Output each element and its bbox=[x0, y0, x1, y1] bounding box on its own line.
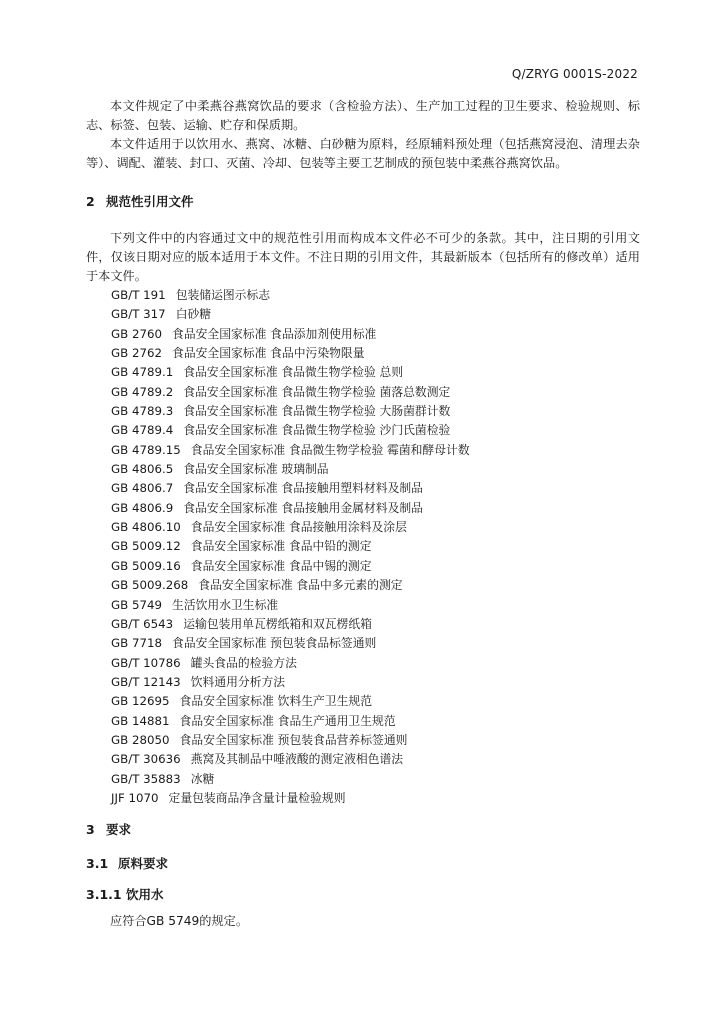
reference-title: 食品安全国家标准 食品微生物学检验 沙门氏菌检验 bbox=[183, 423, 451, 438]
section-2-number: 2 bbox=[86, 194, 95, 209]
reference-code: GB 12695 bbox=[111, 694, 170, 709]
reference-item bbox=[111, 441, 470, 460]
reference-code: GB/T 6543 bbox=[111, 616, 174, 631]
reference-title: 食品安全国家标准 食品微生物学检验 霉菌和酵母计数 bbox=[190, 442, 470, 457]
reference-title: 食品安全国家标准 食品接触用塑料材料及制品 bbox=[183, 481, 423, 496]
scope-paragraph-1: 本文件规定了中柔燕谷燕窝饮品的要求（含检验方法）、生产加工过程的卫生要求、检验规则、标志、标签、包装、运输、贮存和保质期。 bbox=[86, 99, 640, 132]
reference-item bbox=[111, 402, 470, 421]
section-3-heading bbox=[86, 820, 131, 838]
reference-code: GB/T 191 bbox=[111, 288, 166, 302]
reference-title: 白砂糖 bbox=[175, 307, 212, 322]
reference-title: 食品安全国家标准 预包装食品营养标签通则 bbox=[179, 732, 408, 747]
reference-title: 食品安全国家标准 玻璃制品 bbox=[183, 462, 329, 477]
reference-item bbox=[111, 789, 470, 808]
reference-code: GB 4789.3 bbox=[111, 404, 174, 419]
reference-title: 食品安全国家标准 食品生产通用卫生规范 bbox=[179, 713, 396, 728]
reference-code: GB 2762 bbox=[111, 346, 163, 361]
reference-title: 运输包装用单瓦楞纸箱和双瓦楞纸箱 bbox=[183, 616, 372, 631]
reference-item bbox=[111, 615, 470, 634]
reference-code: GB/T 35883 bbox=[111, 771, 181, 786]
reference-code: GB 7718 bbox=[111, 636, 163, 651]
reference-item bbox=[111, 576, 470, 595]
reference-code: GB/T 30636 bbox=[111, 752, 181, 767]
section-2-heading bbox=[86, 192, 194, 210]
reference-item bbox=[111, 557, 470, 576]
reference-title: 食品安全国家标准 食品中多元素的测定 bbox=[198, 578, 403, 593]
reference-code: GB/T 10786 bbox=[111, 655, 181, 670]
reference-item bbox=[111, 421, 470, 440]
reference-code: GB 14881 bbox=[111, 713, 170, 728]
reference-title: 罐头食品的检验方法 bbox=[190, 655, 297, 670]
reference-code: GB 4789.2 bbox=[111, 384, 174, 399]
reference-title: 食品安全国家标准 食品中污染物限量 bbox=[172, 346, 365, 361]
reference-item bbox=[111, 363, 470, 382]
reference-code: GB 4806.7 bbox=[111, 481, 174, 496]
reference-item bbox=[111, 596, 470, 615]
reference-item bbox=[111, 731, 470, 750]
reference-item bbox=[111, 305, 470, 324]
reference-item bbox=[111, 654, 470, 673]
reference-title: 冰糖 bbox=[190, 771, 215, 786]
reference-title: 食品安全国家标准 饮料生产卫生规范 bbox=[179, 694, 373, 709]
reference-code: GB 5009.12 bbox=[111, 539, 181, 554]
reference-item bbox=[111, 634, 470, 653]
reference-item bbox=[111, 383, 470, 402]
reference-item bbox=[111, 692, 470, 711]
section-3-1-title: 原料要求 bbox=[118, 856, 169, 871]
reference-item bbox=[111, 712, 470, 731]
reference-item bbox=[111, 344, 470, 363]
reference-title: 食品安全国家标准 食品接触用金属材料及制品 bbox=[183, 500, 423, 515]
section-2-title: 规范性引用文件 bbox=[106, 194, 194, 209]
drinking-water-requirement: 应符合GB 5749的规定。 bbox=[110, 914, 249, 928]
reference-title: 食品安全国家标准 食品中铅的测定 bbox=[190, 539, 372, 554]
reference-code: GB 4806.9 bbox=[111, 500, 174, 515]
references-intro: 下列文件中的内容通过文中的规范性引用而构成本文件必不可少的条款。其中，注日期的引用文件，仅该日期对应的版本适用于本文件。不注日期的引用文件，其最新版本（包括所有的修改单）适用于本文件。 bbox=[86, 231, 640, 283]
reference-code: GB 5749 bbox=[111, 597, 163, 612]
reference-item bbox=[111, 537, 470, 556]
section-3-title: 要求 bbox=[106, 822, 132, 837]
section-3-1-1-heading bbox=[86, 885, 164, 903]
reference-code: GB 4789.4 bbox=[111, 423, 174, 438]
reference-title: 食品安全国家标准 食品添加剂使用标准 bbox=[172, 326, 377, 341]
document-id-header: Q/ZRYG 0001S-2022 bbox=[511, 67, 638, 81]
normative-references-list bbox=[111, 286, 470, 808]
reference-title: 食品安全国家标准 食品微生物学检验 总则 bbox=[183, 365, 404, 380]
scope-paragraph-2: 本文件适用于以饮用水、燕窝、冰糖、白砂糖为原料，经原辅料预处理（包括燕窝浸泡、清理去杂等）、调配、灌装、封口、灭菌、冷却、包装等主要工艺制成的预包装中柔燕谷燕窝饮品。 bbox=[86, 137, 640, 170]
reference-title: 食品安全国家标准 食品中锡的测定 bbox=[190, 558, 372, 573]
reference-item bbox=[111, 499, 470, 518]
section-3-1-1-number: 3.1.1 bbox=[86, 887, 122, 902]
reference-title: 饮料通用分析方法 bbox=[190, 674, 286, 689]
reference-code: JJF 1070 bbox=[111, 790, 159, 805]
reference-title: 生活饮用水卫生标准 bbox=[172, 597, 279, 612]
reference-code: GB/T 317 bbox=[111, 307, 166, 322]
section-3-1-1-title: 饮用水 bbox=[126, 887, 164, 902]
reference-title: 食品安全国家标准 食品微生物学检验 大肠菌群计数 bbox=[183, 404, 451, 419]
reference-code: GB 4806.5 bbox=[111, 462, 174, 477]
reference-title: 食品安全国家标准 预包装食品标签通则 bbox=[172, 636, 377, 651]
reference-item bbox=[111, 673, 470, 692]
reference-item bbox=[111, 479, 470, 498]
reference-title: 定量包装商品净含量计量检验规则 bbox=[168, 790, 346, 805]
reference-code: GB/T 12143 bbox=[111, 674, 181, 689]
reference-code: GB 4789.15 bbox=[111, 442, 181, 457]
reference-title: 燕窝及其制品中唾液酸的测定液相色谱法 bbox=[190, 752, 404, 767]
reference-title: 食品安全国家标准 食品接触用涂料及涂层 bbox=[190, 520, 407, 535]
section-3-1-heading bbox=[86, 854, 168, 872]
reference-title: 食品安全国家标准 食品微生物学检验 菌落总数测定 bbox=[183, 384, 451, 399]
reference-code: GB 5009.16 bbox=[111, 558, 181, 573]
reference-code: GB 28050 bbox=[111, 732, 170, 747]
reference-code: GB 4789.1 bbox=[111, 365, 174, 380]
section-3-1-number: 3.1 bbox=[86, 856, 109, 871]
reference-item bbox=[111, 750, 470, 769]
reference-item bbox=[111, 518, 470, 537]
reference-code: GB 4806.10 bbox=[111, 520, 181, 535]
reference-title: 包装储运图示标志 bbox=[175, 288, 271, 302]
reference-item bbox=[111, 770, 470, 789]
reference-code: GB 5009.268 bbox=[111, 578, 189, 593]
reference-code: GB 2760 bbox=[111, 326, 163, 341]
reference-item bbox=[111, 286, 470, 305]
reference-item bbox=[111, 460, 470, 479]
reference-item bbox=[111, 325, 470, 344]
section-3-number: 3 bbox=[86, 822, 95, 837]
